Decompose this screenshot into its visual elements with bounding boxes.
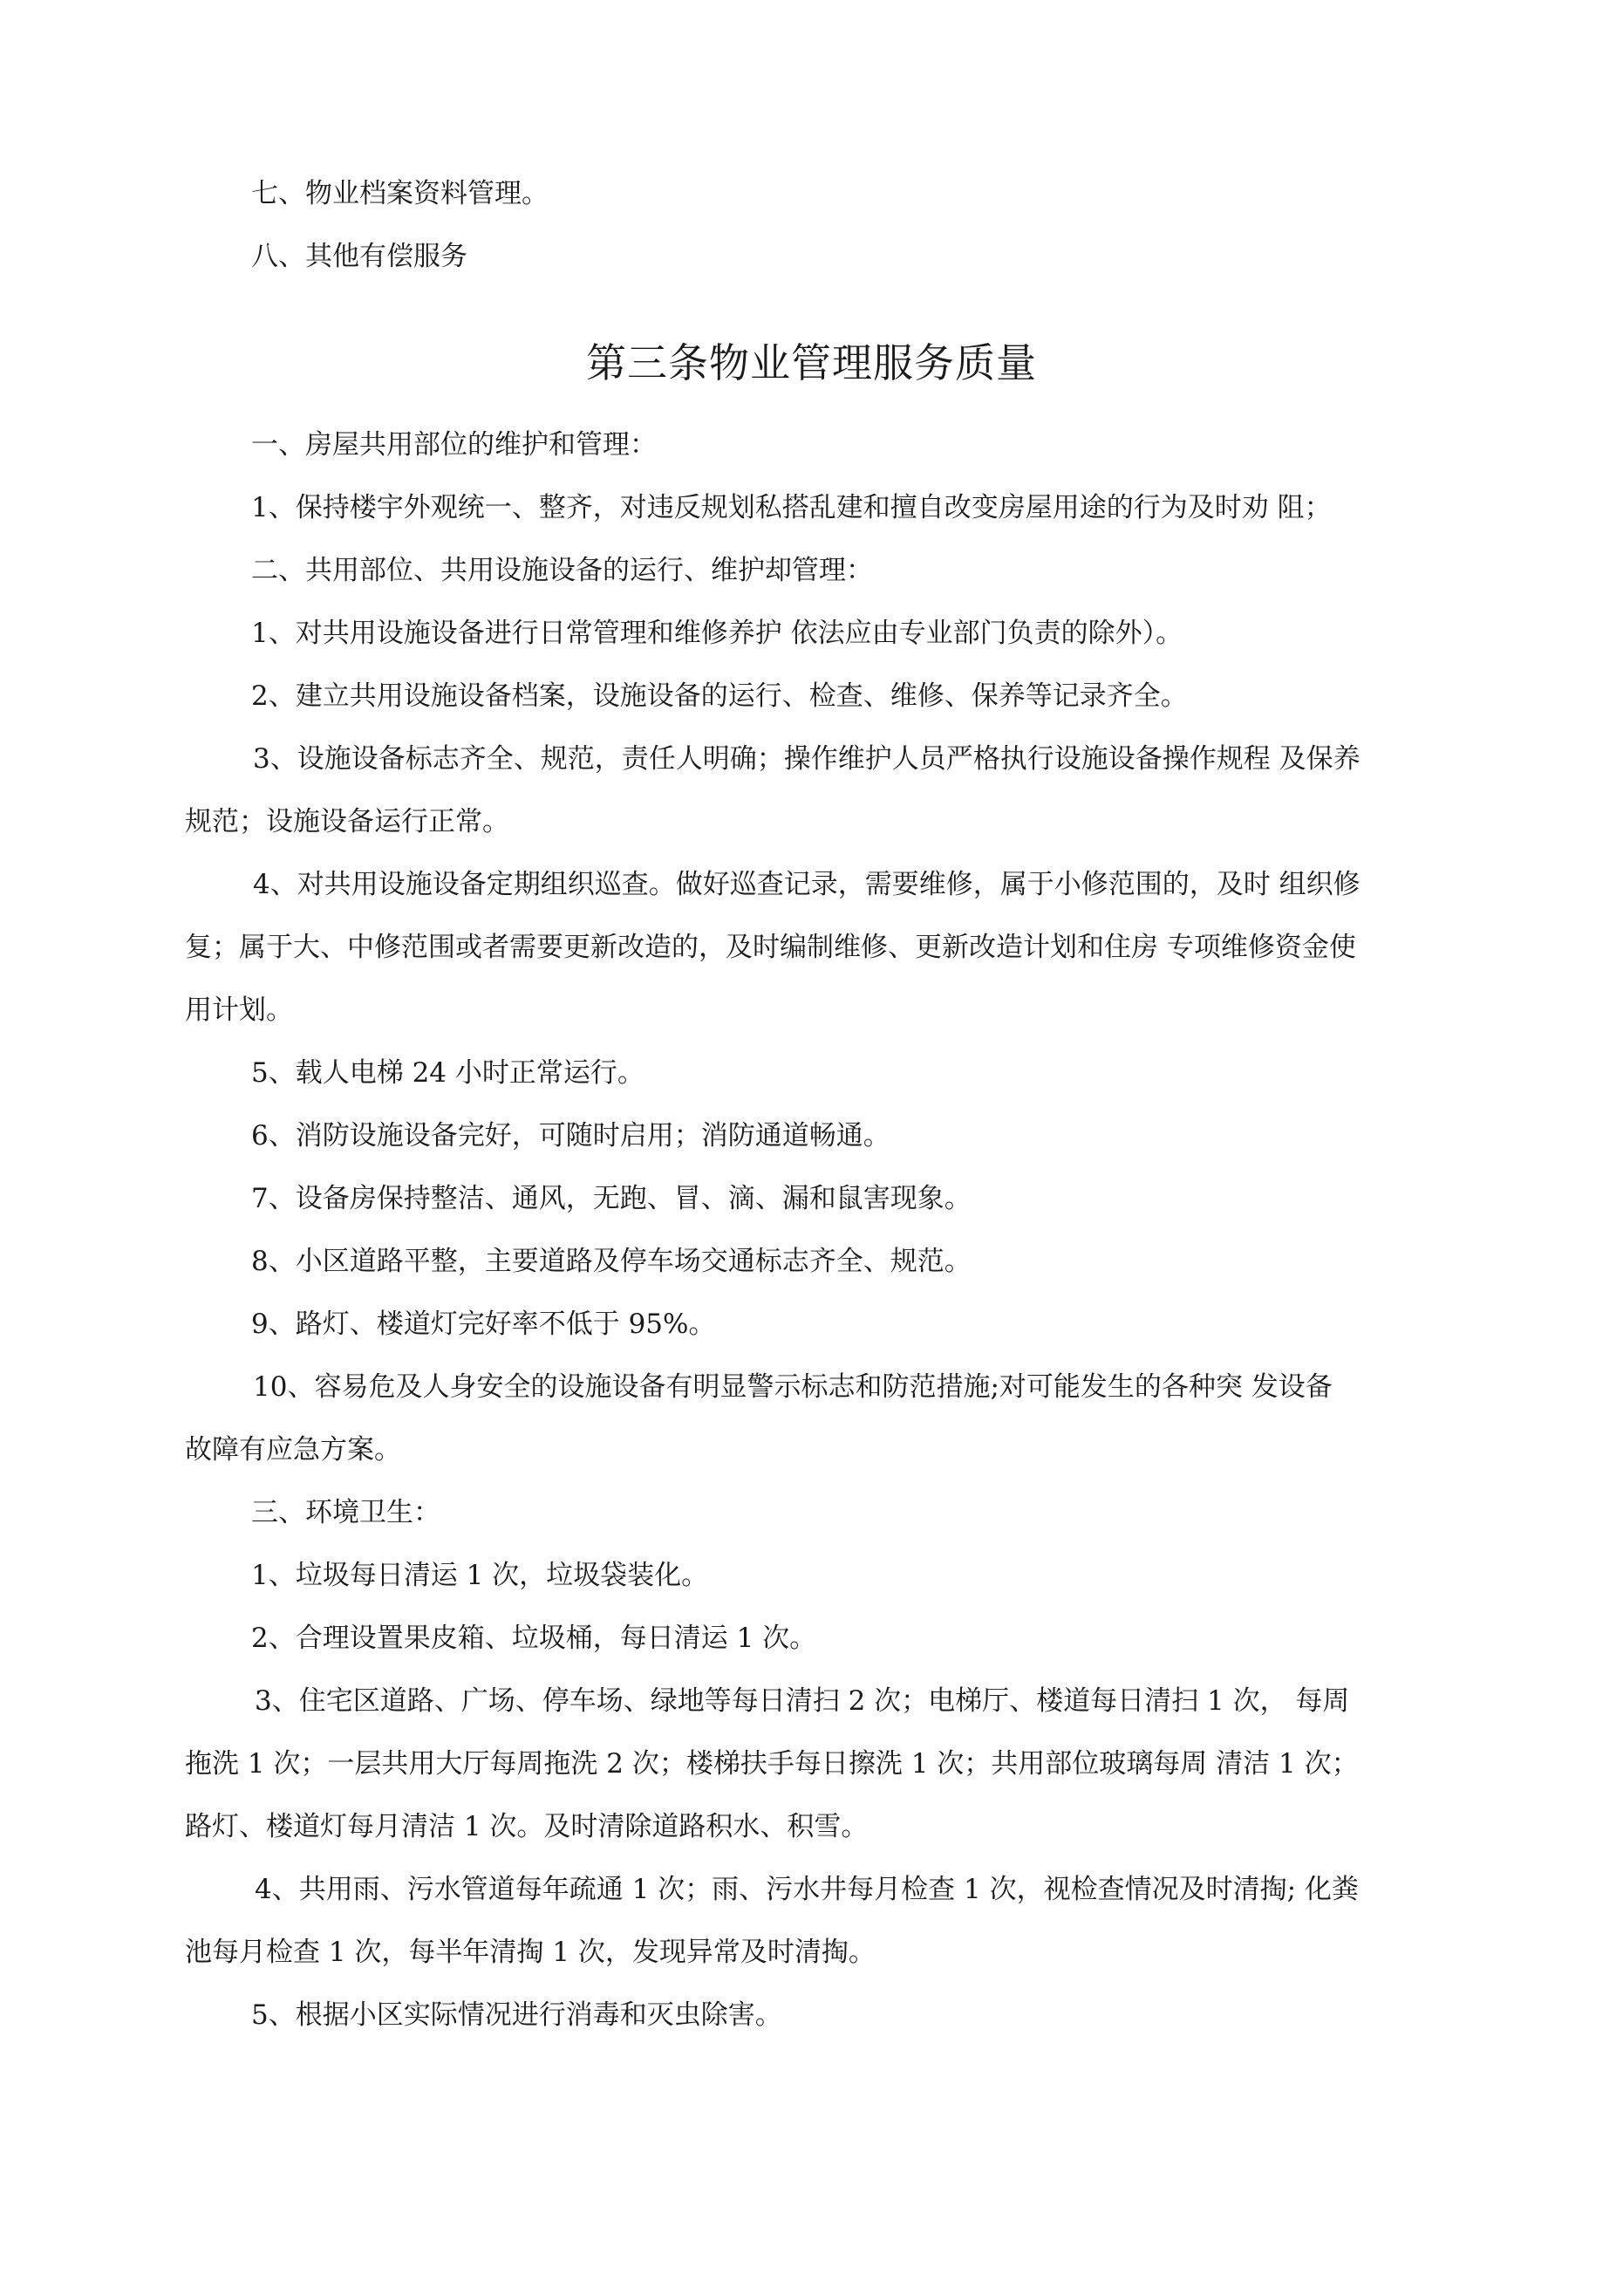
text-line: 1、垃圾每日清运 1 次，垃圾袋装化。 (251, 1560, 709, 1591)
text-line: 3、住宅区道路、广场、停车场、绿地等每日清扫 2 次；电梯厅、楼道每日清扫 1 次， 每周 (255, 1685, 1350, 1717)
text-line: 七、物业档案资料管理。 (251, 178, 549, 209)
text-line: 2、建立共用设施设备档案，设施设备的运行、检查、维修、保养等记录齐全。 (251, 680, 1188, 712)
text-line: 5、根据小区实际情况进行消毒和灭虫除害。 (251, 1999, 782, 2031)
text-line: 复；属于大、中修范围或者需要更新改造的，及时编制维修、更新改造计划和住房 专项维修资金使 (185, 932, 1356, 963)
text-line: 9、路灯、楼道灯完好率不低于 95%。 (251, 1309, 716, 1340)
text-line: 6、消防设施设备完好，可随时启用；消防通道畅通。 (251, 1120, 890, 1151)
text-line: 7、设备房保持整洁、通风，无跑、冒、滴、漏和鼠害现象。 (251, 1183, 972, 1214)
text-line: 三、环境卫生： (251, 1497, 440, 1528)
text-line: 4、对共用设施设备定期组织巡查。做好巡查记录，需要维修，属于小修范围的，及时 组织修 (253, 869, 1360, 900)
text-line: 八、其他有偿服务 (251, 241, 467, 272)
text-line: 二、共用部位、共用设施设备的运行、维护却管理： (251, 555, 873, 586)
text-line: 3、设施设备标志齐全、规范，责任人明确；操作维护人员严格执行设施设备操作规程 及保养 (253, 743, 1360, 775)
text-line: 路灯、楼道灯每月清洁 1 次。及时清除道路积水、积雪。 (185, 1811, 869, 1842)
text-line: 池每月检查 1 次，每半年清掏 1 次，发现异常及时清掏。 (185, 1937, 876, 1968)
text-line: 10、容易危及人身安全的设施设备有明显警示标志和防范措施;对可能发生的各种突 发设备 (253, 1371, 1333, 1403)
text-line: 拖洗 1 次；一层共用大厅每周拖洗 2 次；楼梯扶手每日擦洗 1 次；共用部位玻璃每周 清洁 1 次； (185, 1748, 1359, 1780)
text-line: 1、对共用设施设备进行日常管理和维修养护 依法应由专业部门负责的除外）。 (251, 618, 1183, 649)
text-line: 1、保持楼宇外观统一、整齐，对违反规划私搭乱建和擅自改变房屋用途的行为及时劝 阻； (251, 492, 1332, 523)
text-line: 2、合理设置果皮箱、垃圾桶，每日清运 1 次。 (251, 1623, 817, 1654)
text-line: 用计划。 (185, 994, 293, 1026)
text-line: 5、载人电梯 24 小时正常运行。 (251, 1057, 644, 1089)
text-line: 8、小区道路平整，主要道路及停车场交通标志齐全、规范。 (251, 1246, 972, 1277)
text-line: 规范；设施设备运行正常。 (185, 806, 509, 837)
text-line: 4、共用雨、污水管道每年疏通 1 次；雨、污水井每月检查 1 次，视检查情况及时清掏; 化粪 (255, 1874, 1359, 1905)
section-title: 第三条物业管理服务质量 (586, 339, 1037, 386)
text-line: 一、房屋共用部位的维护和管理： (251, 429, 657, 461)
text-line: 故障有应急方案。 (185, 1434, 401, 1466)
